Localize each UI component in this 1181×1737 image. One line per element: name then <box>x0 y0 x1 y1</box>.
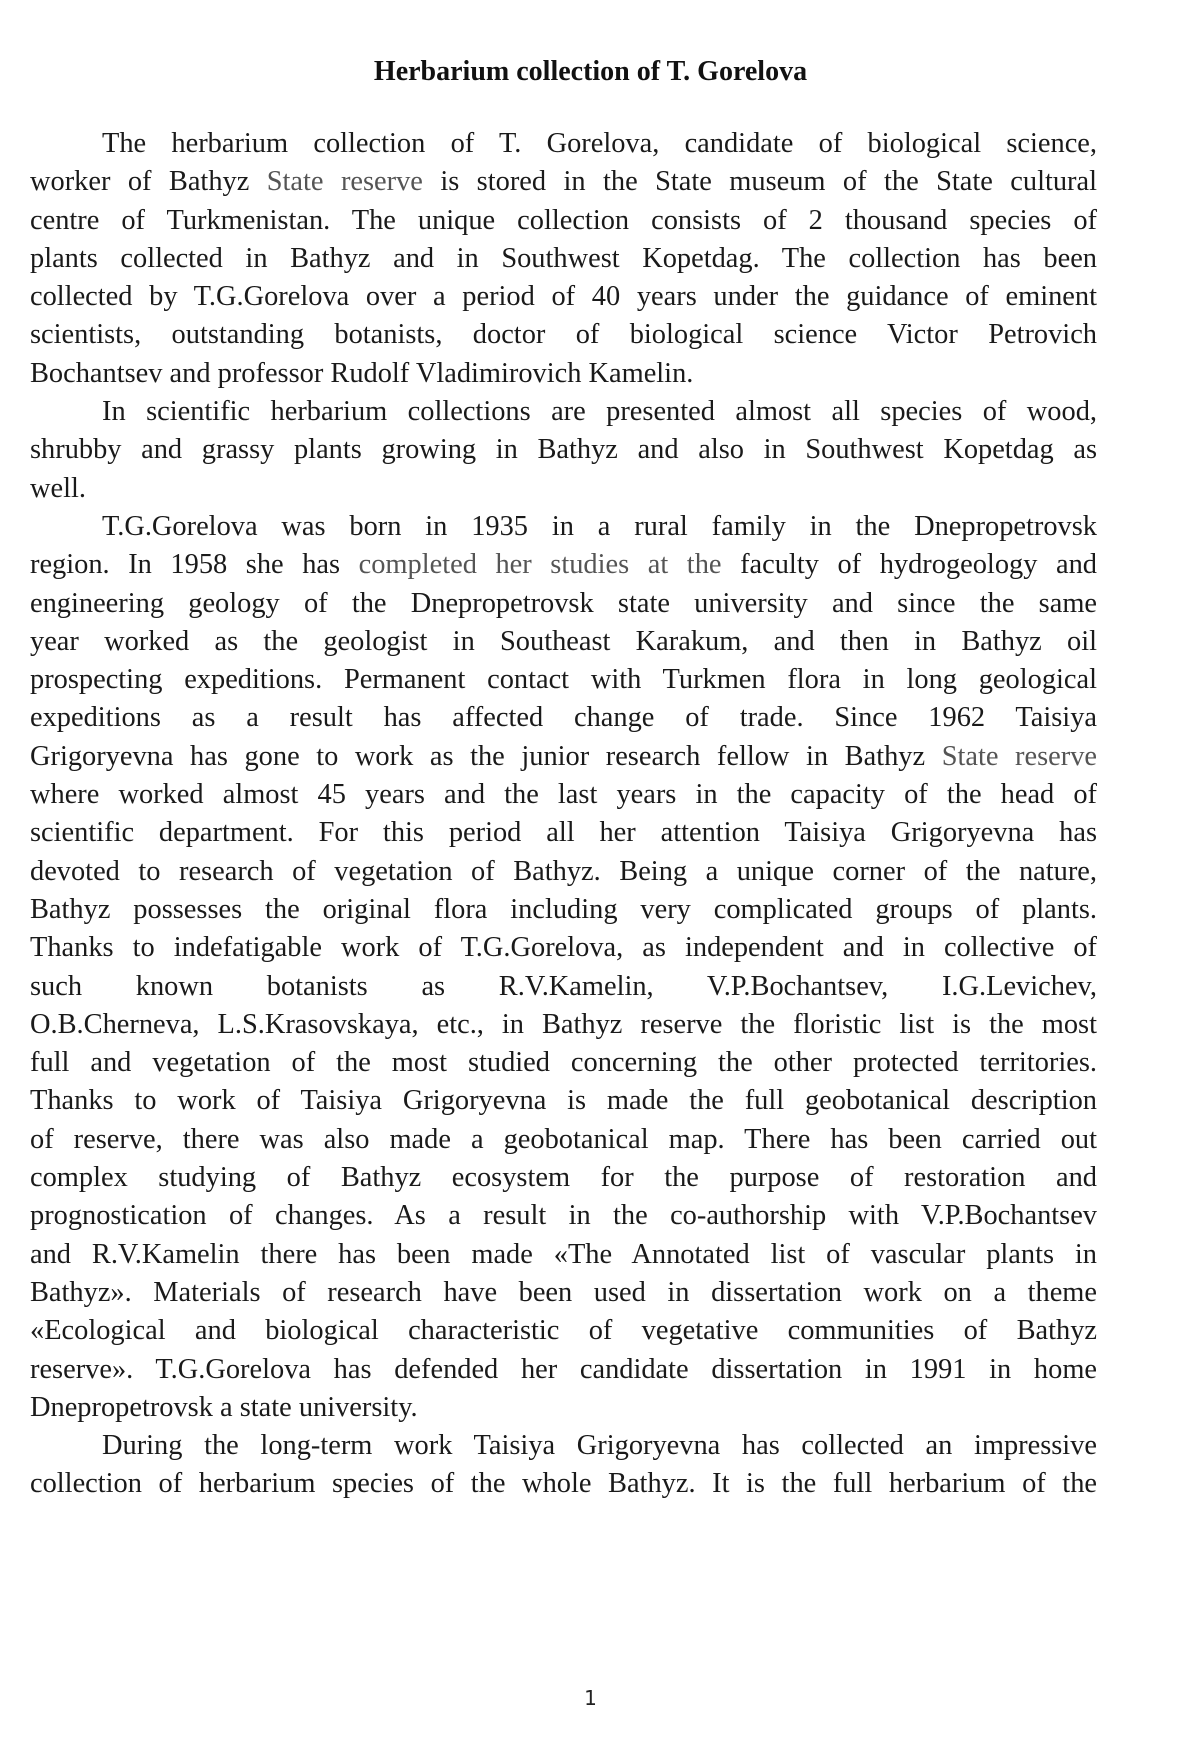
text-line: full and vegetation of the most studied concerning the other protected territories. <box>30 1047 1097 1079</box>
text-line: year worked as the geologist in Southeast Karakum, and then in Bathyz oil <box>30 625 1097 657</box>
text-line: complex studying of Bathyz ecosystem for the purpose of restoration and <box>30 1162 1097 1194</box>
text-line: of reserve, there was also made a geobotanical map. There has been carried out <box>30 1123 1097 1155</box>
page-number: 1 <box>584 1686 597 1710</box>
text-line: Bathyz». Materials of research have been used in dissertation work on a theme <box>30 1276 1097 1308</box>
text-line: scientists, outstanding botanists, doctor of biological science Victor Petrovich <box>30 319 1097 351</box>
text-line: Bochantsev and professor Rudolf Vladimirovich Kamelin. <box>30 357 694 389</box>
text-line: devoted to research of vegetation of Bathyz. Being a unique corner of the nature, <box>30 855 1097 887</box>
text-line: The herbarium collection of T. Gorelova, candidate of biological science, <box>102 128 1097 159</box>
text-line: such known botanists as R.V.Kamelin, V.P.Bochantsev, I.G.Levichev, <box>30 970 1097 1002</box>
text-line: Bathyz possesses the original flora including very complicated groups of plants. <box>30 893 1097 925</box>
text-line <box>30 163 1097 201</box>
text-line: O.B.Cherneva, L.S.Krasovskaya, etc., in Bathyz reserve the floristic list is the most <box>30 1008 1097 1040</box>
document-body <box>30 125 1097 1504</box>
gray-text-segment: State reserve <box>266 166 423 198</box>
text-line: «Ecological and biological characteristic of vegetative communities of Bathyz <box>30 1315 1097 1347</box>
text-segment: worker of Bathyz <box>30 166 267 198</box>
text-line: T.G.Gorelova was born in 1935 in a rural family in the Dnepropetrovsk <box>102 510 1097 542</box>
text-line: shrubby and grassy plants growing in Bathyz and also in Southwest Kopetdag as <box>30 434 1097 466</box>
text-line: Dnepropetrovsk a state university. <box>30 1391 418 1423</box>
text-line: In scientific herbarium collections are presented almost all species of wood, <box>102 396 1097 428</box>
text-line: scientific department. For this period all her attention Taisiya Grigoryevna has <box>30 817 1097 849</box>
text-segment: region. In 1958 she has <box>30 549 359 581</box>
text-line: Thanks to work of Taisiya Grigoryevna is made the full geobotanical description <box>30 1085 1097 1117</box>
text-line: centre of Turkmenistan. The unique collection consists of 2 thousand species of <box>30 204 1097 236</box>
text-line: engineering geology of the Dnepropetrovsk state university and since the same <box>30 587 1097 619</box>
text-line: prognostication of changes. As a result in the co-authorship with V.P.Bochantsev <box>30 1200 1097 1232</box>
text-line: plants collected in Bathyz and in Southwest Kopetdag. The collection has been <box>30 242 1097 274</box>
text-line: where worked almost 45 years and the last years in the capacity of the head of <box>30 779 1097 811</box>
document-title: Herbarium collection of T. Gorelova <box>373 56 808 87</box>
text-line: During the long-term work Taisiya Grigoryevna has collected an impressive <box>102 1430 1097 1462</box>
gray-text-segment: completed her studies at the <box>358 549 722 581</box>
text-line: reserve». T.G.Gorelova has defended her candidate dissertation in 1991 in home <box>30 1353 1097 1385</box>
text-line: collection of herbarium species of the whole Bathyz. It is the full herbarium of the <box>30 1468 1097 1500</box>
text-line <box>30 738 1097 776</box>
text-segment: is stored in the State museum of the State cultural <box>422 166 1098 198</box>
text-segment: faculty of hydrogeology and <box>721 549 1097 581</box>
gray-text-segment: State reserve <box>941 740 1097 772</box>
text-line: well. <box>30 472 86 504</box>
text-line <box>30 546 1097 584</box>
text-line: expeditions as a result has affected change of trade. Since 1962 Taisiya <box>30 702 1097 734</box>
text-segment: Grigoryevna has gone to work as the junior research fellow in Bathyz <box>30 740 942 772</box>
text-line: collected by T.G.Gorelova over a period of 40 years under the guidance of eminent <box>30 281 1097 313</box>
text-line: prospecting expeditions. Permanent contact with Turkmen flora in long geological <box>30 664 1097 696</box>
text-line: Thanks to indefatigable work of T.G.Gorelova, as independent and in collective of <box>30 932 1097 964</box>
text-line: and R.V.Kamelin there has been made «The Annotated list of vascular plants in <box>30 1238 1097 1270</box>
